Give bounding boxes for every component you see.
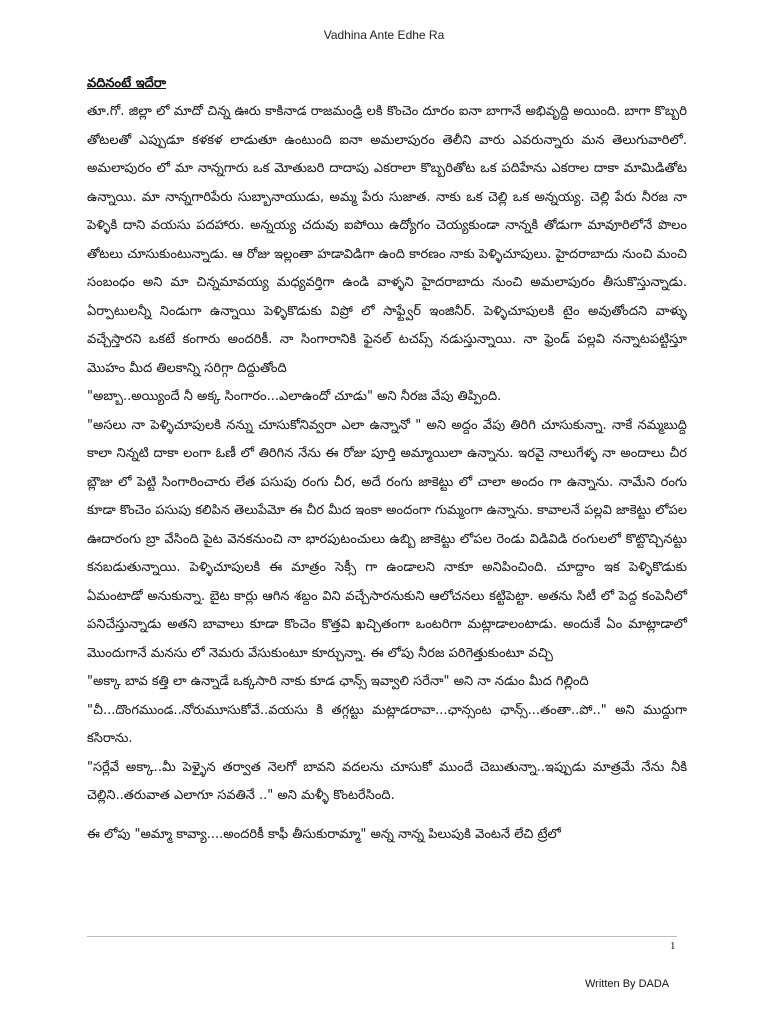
paragraph: తూ.గో. జిల్లా లో మాదో చిన్న ఊరు కాకినాడ రాజమండ్రి లకి కొంచెం దూరం ఐనా బాగానే అభివృద్ది అయింది. బాగా కొబ్బరి తోటలతో ఎప్పుడూ కళకళ లాడుతూ ఉంటుంది ఐనా అమలాపురం తెలీని వారు ఎవరున్నారు మన తెలుగువారిలో. అమలాపురం లో మా నాన్నగారు ఒక మోతుబరి దాదాపు ఎకరాలా కొబ్బరితోట ఒక పదిహేను ఎకరాల దాకా మామిడితోట ఉన్నాయి. మా నాన్నగారిపేరు సుబ్బానాయుడు, అమ్మ పేరు సుజాత. నాకు ఒక చెల్లి ఒక అన్నయ్య. చెల్లి పేరు నీరజ నా పెళ్ళికి దాని వయసు పదహారు. అన్నయ్య చదువు ఐపోయి ఉద్యోగం చెయ్యకుండా నాన్నకి తోడుగా మావూరిలోనే పొలం తోటలు చూసుకుంటున్నాడు. ఆ రోజు ఇల్లంతా హడావిడిగా ఉంది కారణం నాకు పెళ్ళిచూపులు. హైదరాబాదు నుంచి మంచి సంబంధం అని మా చిన్నమావయ్య మధ్యవర్తిగా ఉండి వాళ్ళని హైదరాబాదు నుంచి అమలాపురం తీసుకొస్తున్నాడు. ఏర్పాటులన్నీ నిండుగా ఉన్నాయి పెళ్ళికొడుకు విప్రో లో సాఫ్ట్వేర్ ఇంజినీర్. పెళ్ళిచూపులకి టైం అవుతోందని వాళ్ళు వచ్చేస్తారని ఒకటే కంగారు అందరికీ. నా సింగారానికి ఫైనల్ టచప్స్ నడుస్తున్నాయి. నా ఫ్రెండ్ పల్లవి నన్నాటపట్టిస్తూ మొహం మీద తిలకాన్ని సరిగ్గా దిద్దుతోంది: [87, 104, 687, 376]
story-title: వదినంటే ఇదేరా: [87, 76, 167, 91]
footer-author: Written By DADA: [585, 978, 670, 990]
story-body: [87, 74, 687, 849]
paragraph: ఈ లోపు "అమ్మా కావ్యా....అందరికీ కాఫీ తీసుకురామ్మా" అన్న నాన్న పిలుపుకి వెంటనే లేచి ట్రేలో: [87, 826, 561, 842]
paragraph: "అసలు నా పెళ్ళిచూపులకి నన్ను చూసుకోనివ్వరా ఎలా ఉన్నానో " అని అద్దం వేపు తిరిగి చూసుకున్నా. నాకే నమ్మబుద్ది కాలా నిన్నటి దాకా లంగా ఓణీ లో తిరిగిన నేను ఈ రోజు పూర్తి అమ్మాయిలా ఉన్నాను. ఇరవై నాలుగేళ్ళ నా అందాలు చీర బ్లౌజు లో పెట్టి సింగారించారు లేత పసుపు రంగు చీర, అదే రంగు జాకెట్టు లో చాలా అందం గా ఉన్నాను. నామేని రంగు కూడా కొంచెం పసుపు కలిపిన తెలుపేమో ఈ చీర మీద ఇంకా అందంగా గుమ్మంగా ఉన్నాను. కావాలనే పల్లవి జాకెట్టు లోపల ఊదారంగు బ్రా వేసింది పైట వెనకనుంచి నా భారపుటంచులు ఉబ్బి జాకెట్టు లోపల రెండు విడివిడి రంగులలో కొట్టొచ్చినట్టు కనబడుతున్నాయి. పెళ్ళిచూపులకి ఈ మాత్రం సెక్సీ గా ఉండాలని నాకూ అనిపించింది. చూద్దాం ఇక పెళ్ళికొడుకు ఏమంటాడో అనుకున్నా. బైట కార్లు ఆగిన శబ్దం విని వచ్చేసారనుకుని ఆలోచనలు కట్టిపెట్టా. అతను సిటీ లో పెద్ద కంపెనీలో పనిచేస్తున్నాడు అతని బావాలు కూడా కొంచెం కొత్తవి ఖచ్చితంగా ఒంటరిగా మట్లాడాలంటాడు. అందుకే ఏం మాట్లాడాలో మొందుగానే మనసు లో నెమరు వేసుకుంటూ కూర్చున్నా. ఈ లోపు నీరజ పరిగెత్తుకుంటూ వచ్చి: [87, 417, 687, 661]
footer-divider: [87, 936, 677, 937]
paragraph: "అక్కా బావ కత్తి లా ఉన్నాడే ఒక్కసారి నాకు కూడ ఛాన్స్ ఇవ్వాలి సరేనా" అని నా నడుం మీద గిల్లింది: [87, 674, 589, 689]
paragraph: "అబ్బా..అయ్యిందే నీ అక్క సింగారం...ఎలాఉందో చూడు" అని నీరజ వేపు తిప్పింది.: [87, 389, 502, 404]
page-number: 1: [670, 940, 676, 952]
paragraph: "సర్లేవే అక్కా..మీ పెళ్ళైన తర్వాత నెలగో బావని వదలను చూసుకో ముందే చెబుతున్నా..ఇప్పుడు మాత్రమే నేను నీకి చెల్లిని..తరువాత ఎలాగూ సవతినే .." అని మళ్ళీ కొంటరేసింది.: [87, 759, 687, 803]
page-header-title: Vadhina Ante Edhe Ra: [323, 28, 445, 42]
paragraph: "చీ...దొంగముండ..నోరుమూసుకోవే..వయసు కి తగ్గట్టు మట్లాడరావా...ఛాన్సంట ఛాన్స్...తంతా..పో.." అని ముద్దుగా కసిరాను.: [87, 702, 687, 746]
